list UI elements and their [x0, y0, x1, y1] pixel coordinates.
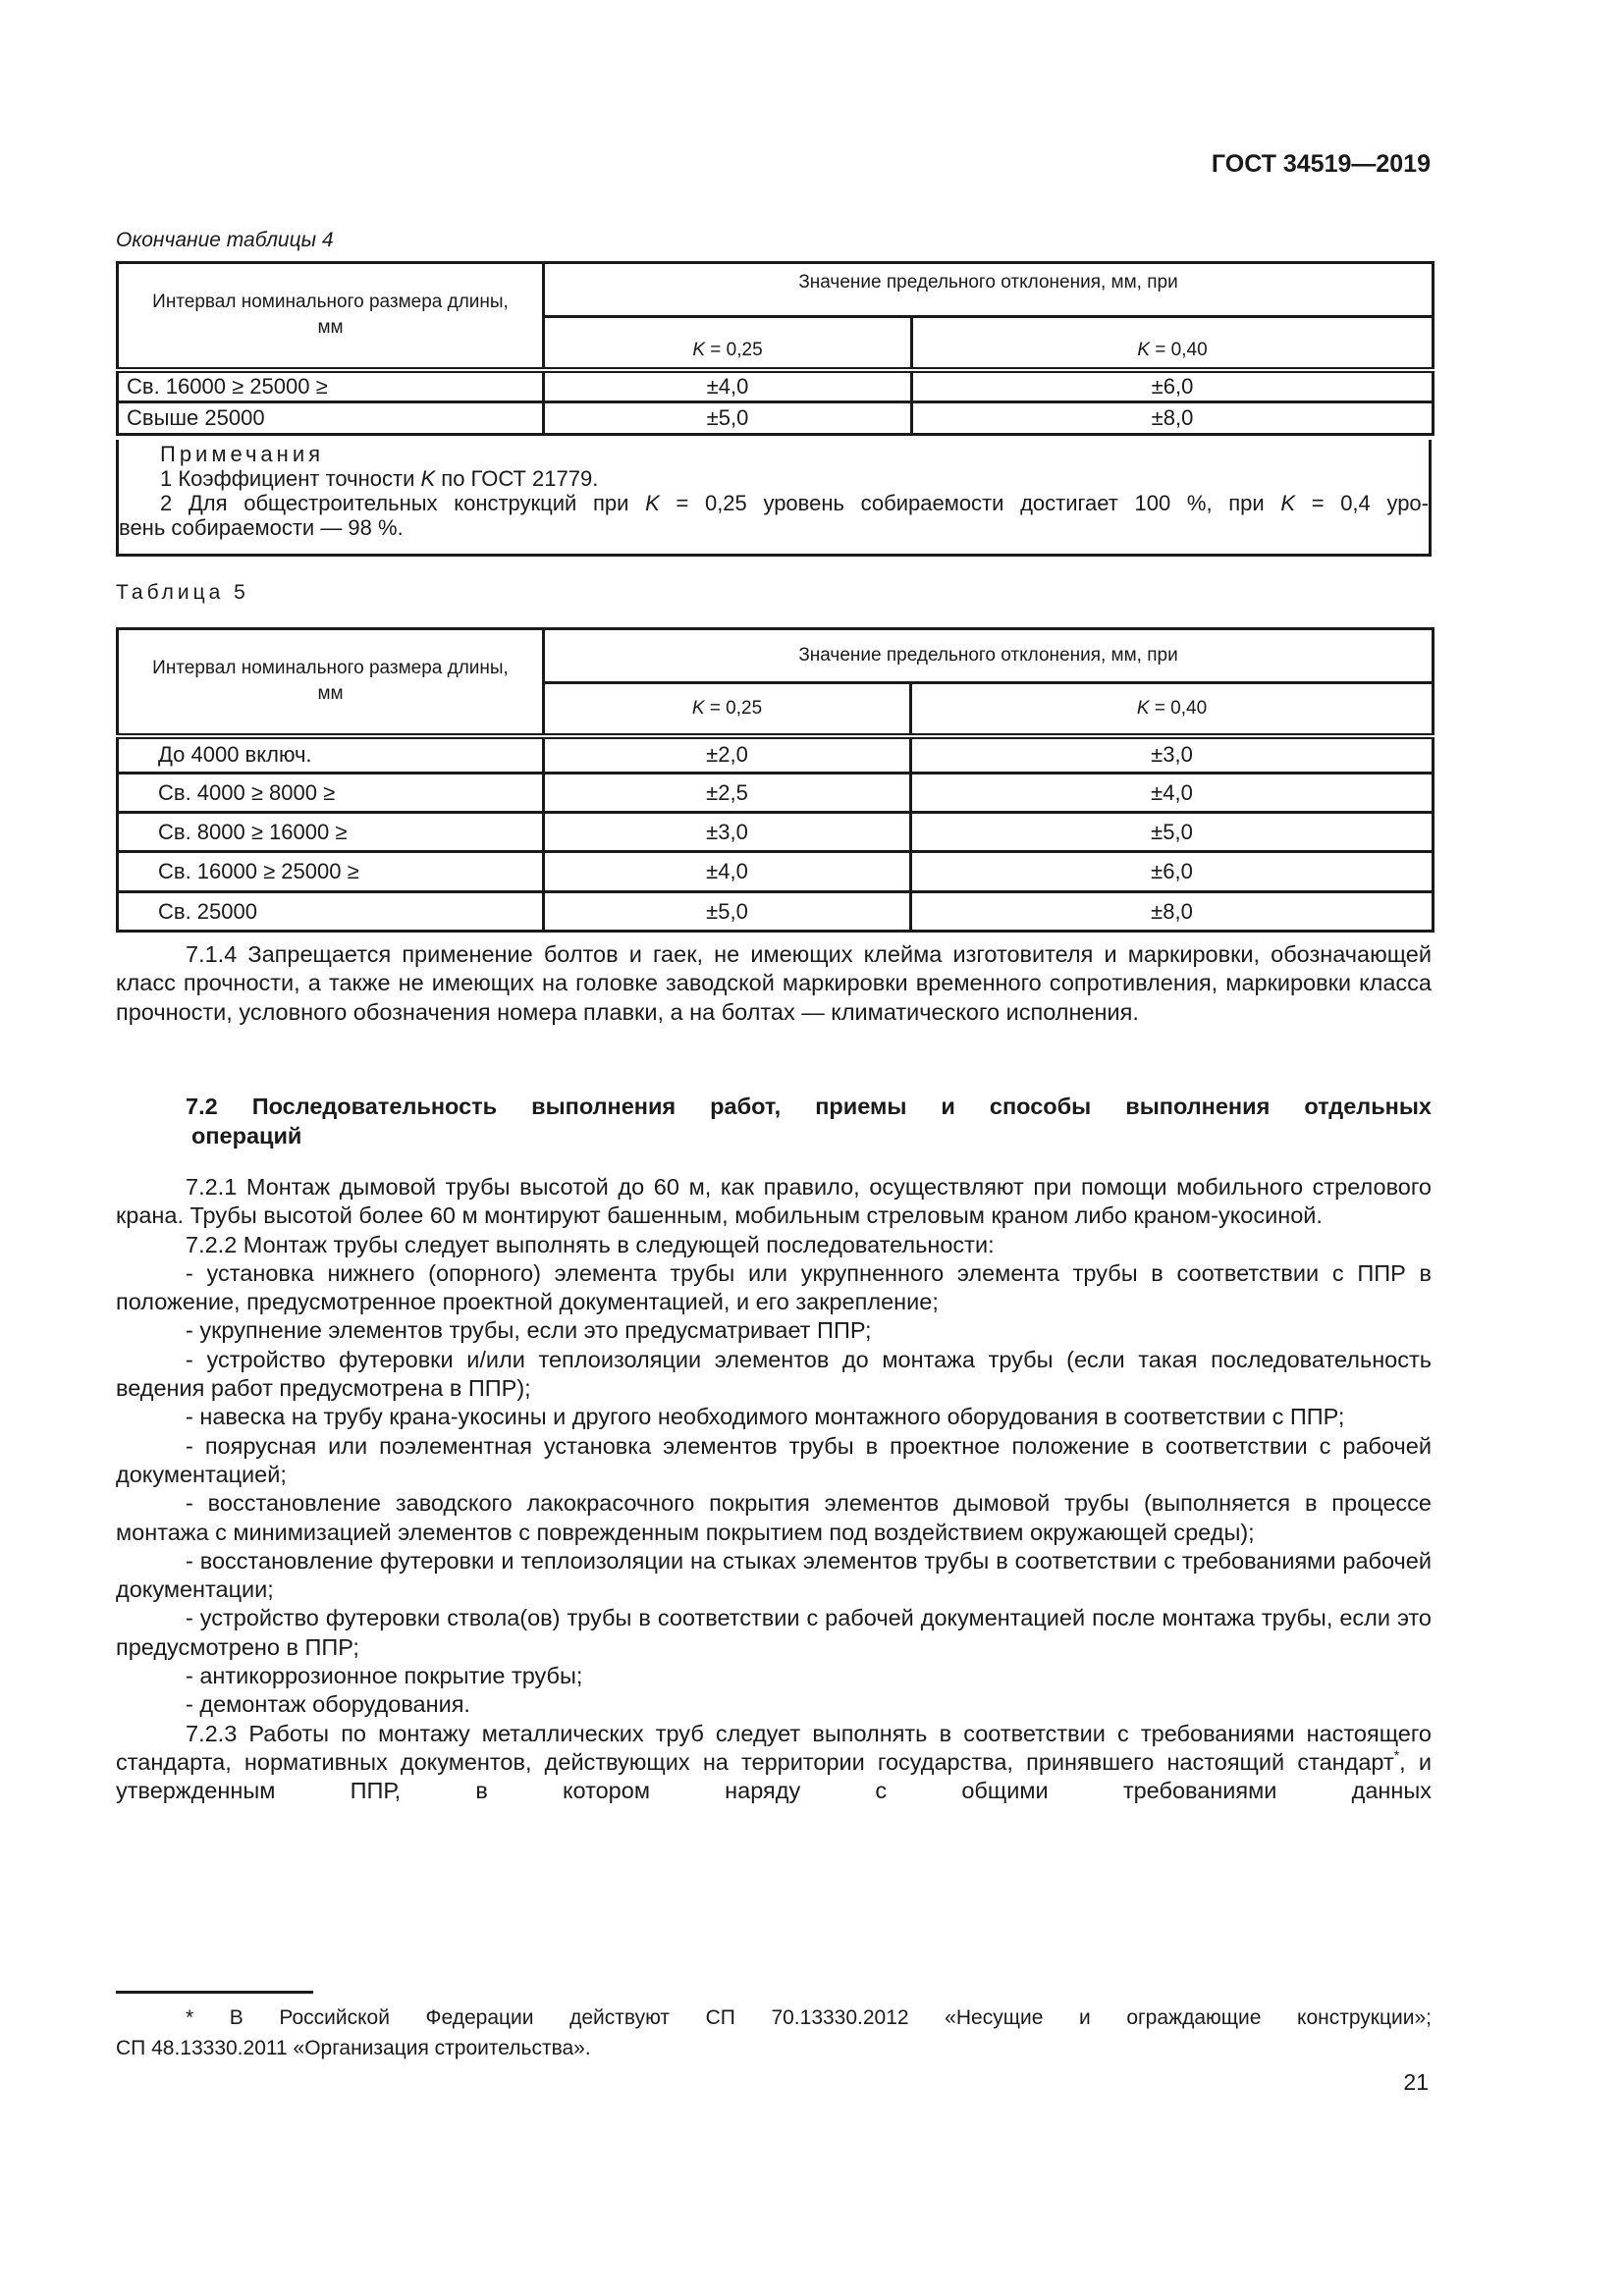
heading-line-1: 7.2 Последовательность выполнения работ, приемы и способы выполнения отдельных [186, 1094, 1432, 1119]
interval-cell: До 4000 включ. [118, 736, 544, 774]
footnote-separator [116, 1991, 313, 1994]
interval-cell: Св. 25000 [118, 892, 544, 932]
table5-k040-header [911, 683, 1434, 736]
section-7-2-body [116, 1173, 1432, 1806]
page-number: 21 [1403, 2069, 1429, 2095]
k-value: = 0,25 [705, 339, 763, 360]
note-text: = 0,4 уро- [1295, 491, 1429, 515]
table5-group-header: Значение предельного отклонения, мм, при [544, 629, 1434, 683]
paragraph-7-2-3 [116, 1720, 1432, 1806]
notes-title: Примечания [160, 442, 325, 466]
k040-cell: ±5,0 [911, 813, 1434, 852]
paragraph-7-1-4: 7.1.4 Запрещается применение болтов и гаек, не имеющих клейма изготовителя и маркировки, обозначающей класс прочности, а также не имеющих на головке заводской маркировки временного сопротивления, маркировки класса прочности, условного обозначения номера плавки, а на болтах — климатического исполнения. [116, 941, 1432, 1025]
interval-cell: Св. 4000 ≥ 8000 ≥ [118, 774, 544, 813]
footnote-reference-link[interactable]: * [1393, 1746, 1400, 1763]
k-symbol: K [691, 697, 705, 719]
table-row [118, 813, 1434, 852]
table4-notes [116, 440, 1432, 557]
list-item: - установка нижнего (опорного) элемента трубы или укрупненного элемента трубы в соответствии с ППР в положение, предусмотренное проектной документацией, и его закрепление; [116, 1259, 1432, 1315]
footnote-line-1: * В Российской Федерации действуют СП 70.13330.2012 «Несущие и ограждающие конструкции»; [186, 2006, 1432, 2029]
table5-caption: Таблица 5 [116, 581, 249, 604]
section-heading-7-2 [186, 1092, 1432, 1150]
table-row [118, 774, 1434, 813]
note-2-continuation: вень собираемости — 98 %. [119, 515, 404, 540]
k-symbol: K [645, 491, 660, 515]
note-text: 1 Коэффициент точности [160, 466, 421, 491]
k025-cell: ±2,0 [544, 736, 911, 774]
list-item: - поярусная или поэлементная установка элементов трубы в проектное положение в соответствии с рабочей документацией; [116, 1432, 1432, 1487]
paragraph-7-2-2: 7.2.2 Монтаж трубы следует выполнять в следующей последовательности: [186, 1231, 995, 1257]
table-row [118, 402, 1434, 435]
list-item: - устройство футеровки ствола(ов) трубы в соответствии с рабочей документацией после монтажа трубы, если это предусмотрено в ППР; [116, 1605, 1432, 1660]
k025-cell: ±3,0 [544, 813, 911, 852]
paragraph-7-2-1: 7.2.1 Монтаж дымовой трубы высотой до 60 м, как правило, осуществляют при помощи мобильного стрелового крана. Трубы высотой более 60 м монтируют башенным, мобильным стреловым краном либо краном-укосиной. [116, 1174, 1432, 1229]
k025-cell: ±5,0 [544, 402, 912, 435]
list-item: - навеска на трубу крана-укосины и другого необходимого монтажного оборудования в соответствии с ППР; [186, 1404, 1345, 1430]
table5-k025-header [544, 683, 911, 736]
paragraph-text: 7.2.3 Работы по монтажу металлических труб следует выполнять в соответствии с требованиями настоящего стандарта, нормативных документов, действующих на территории государства, принявшего настоящий стандарт [116, 1720, 1432, 1775]
k-value: = 0,40 [1149, 697, 1208, 719]
list-item: - устройство футеровки и/или теплоизоляции элементов до монтажа трубы (если такая последовательность ведения работ предусмотрена в ППР); [116, 1346, 1432, 1402]
list-item: - демонтаж оборудования. [186, 1691, 470, 1718]
table5 [116, 627, 1435, 933]
interval-cell: Св. 16000 ≥ 25000 ≥ [118, 852, 544, 892]
footnote [116, 2002, 1432, 2063]
k-symbol: K [1136, 697, 1150, 719]
table4-continuation-caption: Окончание таблицы 4 [116, 229, 334, 251]
list-item: - укрупнение элементов трубы, если это предусматривает ППР; [186, 1317, 872, 1344]
k040-cell: ±6,0 [911, 852, 1434, 892]
k040-cell: ±8,0 [911, 892, 1434, 932]
note-2 [119, 491, 1429, 515]
k025-cell: ±4,0 [544, 370, 912, 402]
document-header-id: ГОСТ 34519—2019 [1211, 150, 1431, 178]
note-1 [119, 466, 1429, 491]
table-row [118, 370, 1434, 402]
k-symbol: K [692, 339, 706, 360]
paragraph-7-1-4-block [116, 940, 1432, 1027]
k-symbol: K [1280, 491, 1296, 515]
interval-cell: Свыше 25000 [118, 402, 544, 435]
k-value: = 0,25 [704, 697, 763, 719]
k-symbol: K [1137, 339, 1151, 360]
table4-k040-header [912, 317, 1434, 370]
k040-cell: ±4,0 [911, 774, 1434, 813]
k040-cell: ±6,0 [912, 370, 1434, 402]
table4-group-header: Значение предельного отклонения, мм, при [544, 263, 1434, 317]
table-row [118, 892, 1434, 932]
footnote-line-2: СП 48.13330.2011 «Организация строительства». [116, 2037, 591, 2059]
note-text: 2 Для общестроительных конструкций при [160, 491, 646, 515]
note-text: по ГОСТ 21779. [435, 466, 599, 491]
interval-cell: Св. 16000 ≥ 25000 ≥ [118, 370, 544, 402]
k-value: = 0,40 [1150, 339, 1208, 360]
k025-cell: ±2,5 [544, 774, 911, 813]
list-item: - антикоррозионное покрытие трубы; [186, 1663, 583, 1689]
table5-col-interval-header: Интервал номинального размера длины, мм [118, 629, 544, 736]
table-row [118, 852, 1434, 892]
k025-cell: ±5,0 [544, 892, 911, 932]
k040-cell: ±3,0 [911, 736, 1434, 774]
table4-col-interval-header: Интервал номинального размера длины, мм [118, 263, 544, 370]
heading-line-2: операций [191, 1123, 302, 1148]
paragraph-text: , и утвержденным ППР, в котором наряду с общими требованиями данных [116, 1748, 1433, 1804]
interval-cell: Св. 8000 ≥ 16000 ≥ [118, 813, 544, 852]
k025-cell: ±4,0 [544, 852, 911, 892]
k040-cell: ±8,0 [912, 402, 1434, 435]
table4-end [116, 261, 1435, 436]
k-symbol: K [420, 466, 436, 491]
list-item: - восстановление заводского лакокрасочного покрытия элементов дымовой трубы (выполняется в процессе монтажа с минимизацией элементов с поврежденным покрытием под воздействием окружающей среды); [116, 1490, 1432, 1545]
table-row [118, 736, 1434, 774]
list-item: - восстановление футеровки и теплоизоляции на стыках элементов трубы в соответствии с требованиями рабочей документации; [116, 1547, 1432, 1603]
note-text: = 0,25 уровень собираемости достигает 100 %, при [659, 491, 1281, 515]
table4-k025-header [544, 317, 912, 370]
